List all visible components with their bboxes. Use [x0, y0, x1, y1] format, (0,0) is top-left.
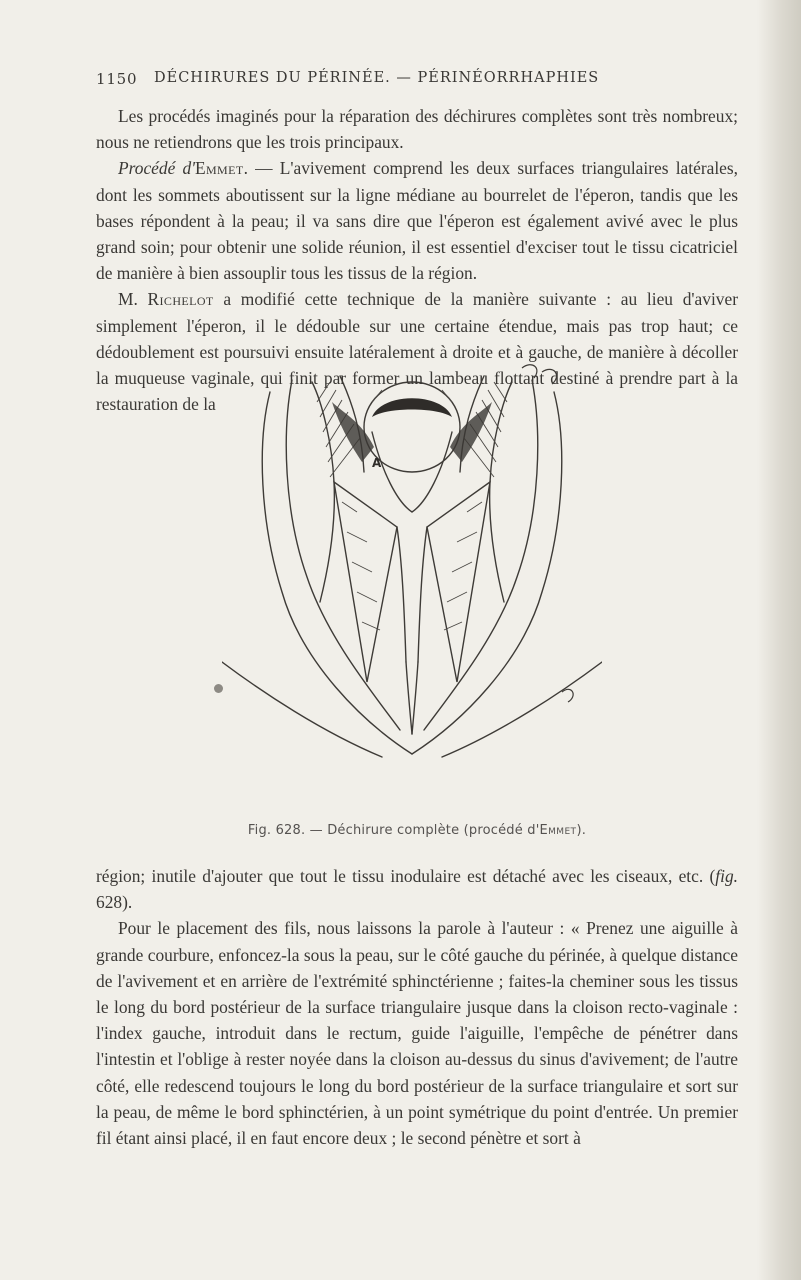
author-richelot: Richelot [147, 289, 214, 310]
paragraph-emmet [96, 155, 738, 286]
figure-label-a: A [372, 456, 382, 470]
procedure-lead: Procédé [118, 158, 176, 179]
continuation-end: 628). [96, 892, 133, 913]
paragraph-continuation [96, 863, 738, 915]
caption-author: Emmet [539, 823, 577, 838]
procedure-d: d' [175, 158, 195, 179]
page-edge-shadow [757, 0, 801, 1280]
figure-caption [96, 823, 738, 838]
figure-628-illustration [222, 362, 602, 762]
paragraph-intro [96, 103, 738, 155]
caption-end: ). [576, 823, 587, 838]
sutures-text: Pour le placement des fils, nous laissons la parole à l'auteur : « Prenez une aiguille à grande courbure, enfoncez-la sous la peau, sur le côté gauche du périnée, à quelque distance de l'avivement et en arrière de l'extrémité sphinctérienne ; faites-la cheminer sous les tissus le long du bord postérieur de la surface triangulaire jusque dans la cloison recto-vaginale : l'index gauche, introduit dans le rectum, guide l'aiguille, l'empêche de pénétrer dans l'intestin et l'oblige à rester noyée dans la cloison au-dessus du sinus d'avivement; de l'autre côté, elle redescend toujours le long du bord postérieur de la surface triangulaire et sort sur la peau, de même le bord sphinctérien, à un point symétrique du point d'entrée. Un premier fil étant ainsi placé, il en faut encore deux ; le second pénètre et sort à [96, 918, 738, 1149]
paragraph-sutures [96, 915, 738, 1151]
page-number: 1150 [96, 70, 138, 88]
print-speck [214, 684, 223, 693]
paragraph-emmet-text: . — L'avivement comprend les deux surfaces triangulaires latérales, dont les sommets aboutissent sur la ligne médiane au bourrelet de l'éperon, tandis que les bases répondent à la peau; il va sans dire que l'éperon est également avivé avec le plus grand soin; pour obtenir une solide réunion, il est essentiel d'exciser tout le tissu cicatriciel de manière à bien assouplir tous les tissus de la région. [96, 158, 738, 284]
paragraph-richelot-text: a modifié cette technique de la manière suivante : au lieu d'aviver simplement l'éperon, il le dédouble sur une certaine étendue, mais pas trop haut; ce dédoublement est poursuivi ensuite latéralement à droite et à gauche, de manière à décoller la muqueuse vaginale, qui finit par former un lambeau flottant destiné à prendre part à la restauration de la [96, 289, 738, 415]
perineal-tear-illustration [222, 362, 602, 762]
continuation-text: région; inutile d'ajouter que tout le tissu inodulaire est détaché avec les ciseaux, etc. ( [96, 866, 716, 886]
monsieur: M. [118, 289, 148, 310]
fig-reference: fig. [715, 866, 738, 886]
caption-text: Fig. 628. — Déchirure complète (procédé d' [247, 823, 540, 838]
text-block-bottom [96, 863, 738, 1151]
author-emmet: Emmet [194, 158, 244, 179]
running-title: DÉCHIRURES DU PÉRINÉE. — PÉRINÉORRHAPHIES [154, 70, 600, 86]
paragraph-intro-text: Les procédés imaginés pour la réparation des déchirures complètes sont très nombreux; nous ne retiendrons que les trois principaux. [96, 106, 738, 153]
running-header [96, 70, 736, 96]
